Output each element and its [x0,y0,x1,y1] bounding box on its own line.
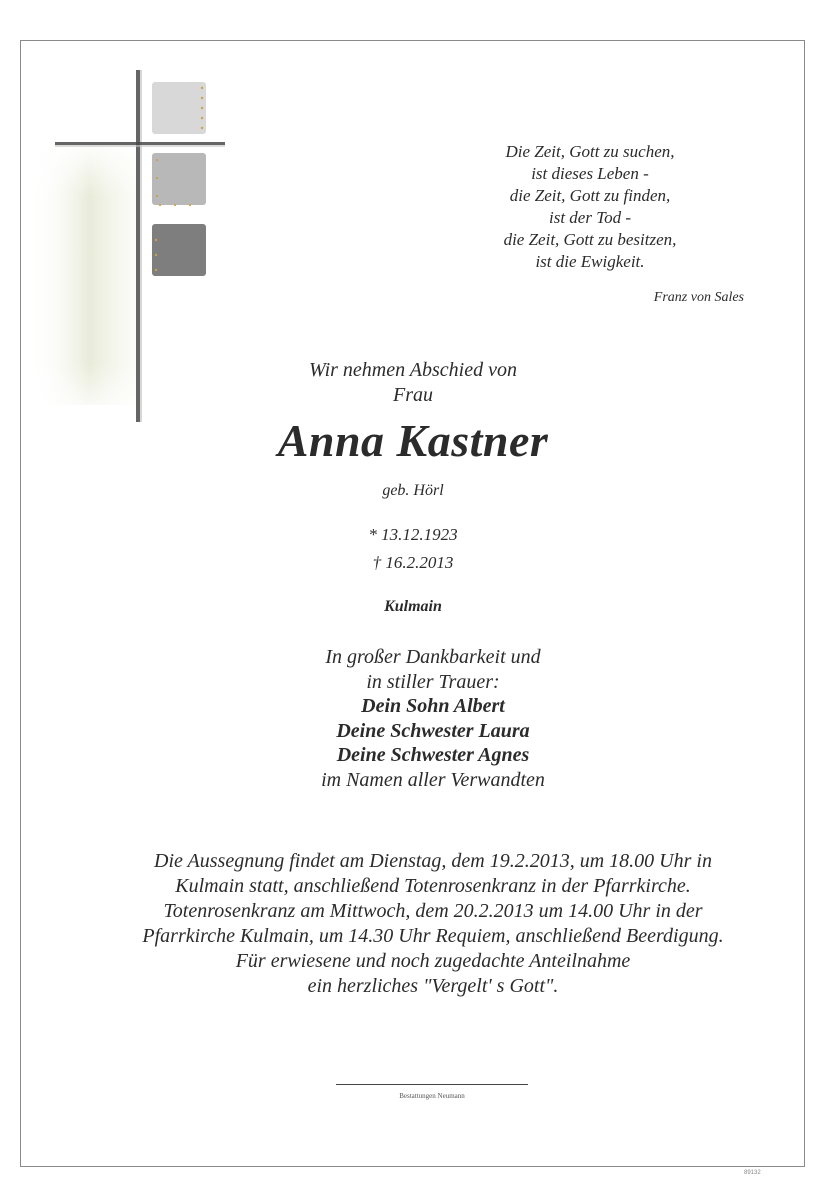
intro-title: Frau [393,384,433,406]
quote-line: Die Zeit, Gott zu suchen, [505,142,675,161]
mourner-name: Deine Schwester Agnes [336,744,530,766]
deceased-name: Anna Kastner [277,415,549,466]
intro-line: Wir nehmen Abschied von [309,359,517,381]
notice-line: Die Aussegnung findet am Dienstag, dem 19.2.2013, um 18.00 Uhr in [154,850,712,872]
mourner-name: Dein Sohn Albert [361,695,505,717]
square-mid [152,153,206,205]
document-code: 89132 [744,1170,761,1176]
mourners-block [0,645,826,792]
undertaker-name: Bestattungen Neumann [399,1092,465,1100]
quote-line: ist der Tod - [548,208,632,227]
mourners-intro: In großer Dankbarkeit und [325,646,541,668]
mourner-name: Deine Schwester Laura [336,719,530,742]
birth-date: * 13.12.1923 [368,525,458,544]
place: Kulmain [384,598,442,615]
quote-author: Franz von Sales [653,290,744,305]
maiden-name: geb. Hörl [382,482,444,499]
death-date: † 16.2.2013 [372,553,454,572]
mourners-intro: in stiller Trauer: [366,670,500,693]
square-dark [152,224,206,276]
notice-line: Totenrosenkranz am Mittwoch, dem 20.2.2013 um 14.00 Uhr in der [163,900,703,922]
quote [440,141,740,273]
notice-line: Für erwiesene und noch zugedachte Anteilnahme [235,950,631,972]
footer-divider [336,1084,528,1085]
notice-line: Pfarrkirche Kulmain, um 14.30 Uhr Requiem, anschließend Beerdigung. [142,925,724,947]
quote-line: die Zeit, Gott zu besitzen, [503,230,677,249]
square-light [152,82,206,134]
notice-line: ein herzliches "Vergelt' s Gott". [307,975,559,997]
funeral-notice [60,849,806,999]
mourners-closing: im Namen aller Verwandten [321,768,545,791]
quote-line: ist die Ewigkeit. [535,252,645,271]
notice-line: Kulmain statt, anschließend Totenrosenkranz in der Pfarrkirche. [175,875,691,897]
quote-line: ist dieses Leben - [531,164,649,183]
quote-line: die Zeit, Gott zu finden, [509,186,671,205]
cross-horizontal-beam [55,142,225,145]
